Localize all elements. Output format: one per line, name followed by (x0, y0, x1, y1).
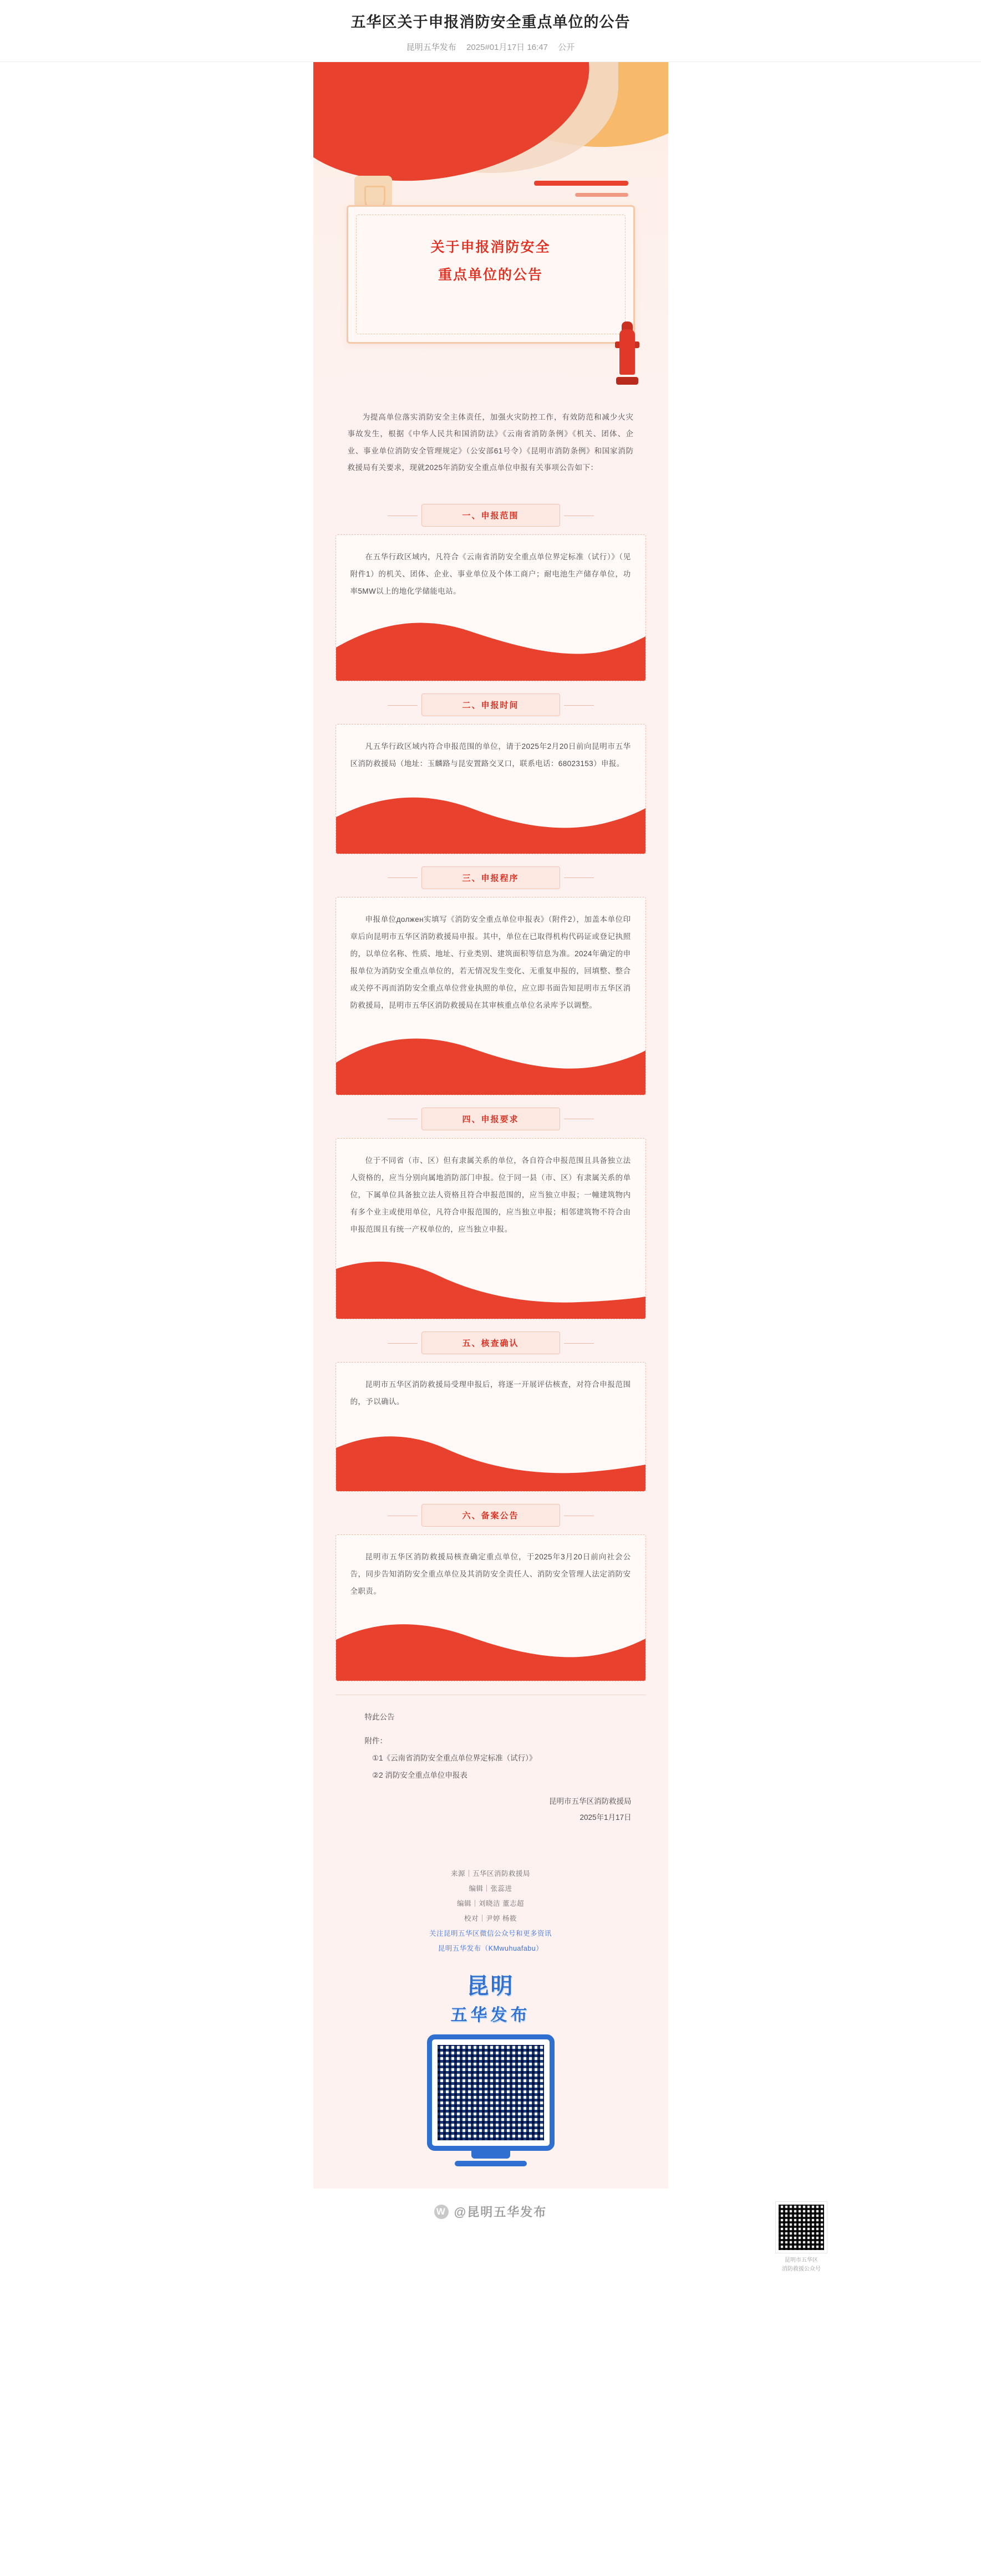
cover-title-line2: 重点单位的公告 (438, 267, 543, 283)
credit-link-2[interactable]: 昆明五华发布（KMwuhuafabu） (438, 1944, 543, 1952)
article-timestamp: 2025#01月17日 16:47 (466, 42, 548, 52)
credits-block (313, 1852, 668, 1961)
cover-title-card (347, 205, 635, 344)
credit-line-source: 来源｜五华区消防救援局 (450, 1870, 531, 1878)
credit-line-proof: 校对｜尹婷 杨筱 (464, 1914, 517, 1922)
side-qr-caption (770, 2256, 832, 2274)
side-qr-caption-line1: 昆明市五华区 (785, 2257, 818, 2263)
intro-text: 为提高单位落实消防安全主体责任，加强火灾防控工作，有效防范和减少火灾事故发生，根据《中华人民共和国消防法》《云南省消防条例》《机关、团体、企业、事业单位消防安全管理规定》（公安部61号令）《昆明市消防条例》和国家消防救援局有关要求，现就2025年消防安全重点单位申报有关事项公告如下： (347, 412, 634, 472)
section-heading-publish: 六、备案公告 (421, 1504, 560, 1527)
poster-subtitle: 五华发布 (450, 2006, 531, 2025)
section-text-review: 昆明市五华区消防救援局受理申报后，将逐一开展评估核查，对符合申报范围的，予以确认。 (350, 1380, 631, 1406)
article-visibility: 公开 (558, 42, 575, 52)
section-card-requirement (336, 1138, 646, 1319)
qr-poster (313, 1967, 668, 2189)
signoff-date: 2025年1月17日 (580, 1813, 632, 1822)
section-text-requirement: 位于不同省（市、区）但有隶属关系的单位，各自符合申报范围且具备独立法人资格的，应当分别向属地消防部门申报。位于同一县（市、区）有隶属关系的单位，下属单位具备独立法人资格且符合申报范围的，应当独立申报；一幢建筑物内有多个业主或使用单位，凡符合申报范围的，应当独立申报；相邻建筑物不符合由申报范围且有统一产权单位的，应当独立申报。 (350, 1156, 631, 1233)
attachment-item: ②2 消防安全重点单位申报表 (372, 1771, 467, 1780)
article-header (0, 0, 981, 62)
wave-divider (336, 1419, 645, 1491)
section-heading-review: 五、核查确认 (421, 1332, 560, 1354)
side-qr-block[interactable] (770, 2202, 832, 2274)
footer-watermark-bar (0, 2189, 981, 2239)
wave-divider (336, 782, 645, 854)
section-heading-procedure: 三、申报程序 (421, 866, 560, 889)
closing-lead: 特此公告 (364, 1713, 395, 1722)
cover-title-line1: 关于申报消防安全 (430, 239, 551, 255)
section-heading-requirement: 四、申报要求 (421, 1108, 560, 1130)
credit-line-editor1: 编辑｜张蕊进 (469, 1885, 512, 1893)
section-card-publish (336, 1534, 646, 1681)
wave-divider (336, 609, 645, 681)
side-qr-caption-line2: 消防救援公众号 (782, 2266, 821, 2272)
article-source: 昆明五华发布 (406, 42, 456, 52)
article-meta (0, 41, 981, 53)
banner-red-shape (313, 62, 599, 194)
cover-banner (313, 62, 668, 395)
credit-value: 尹婷 杨筱 (486, 1914, 517, 1922)
watermark-text: @昆明五华发布 (454, 2205, 547, 2220)
attachment-title: 附件： (364, 1737, 387, 1746)
section-text-procedure: 申报单位должен实填写《消防安全重点单位申报表》（附件2），加盖本单位印章后向昆明市五华区消防救援局申报。其中，单位在已取得机构代码证或登记执照的，以单位名称、性质、地址、行业类别、建筑面积等信息为准。2024年确定的申报单位为消防安全重点单位的，若无情况发生变化、无重复申报的，回填整、整合或关停不再而消防安全重点单位营业执照的单位，应立即书面告知昆明市五华区消防救援局，昆明市五华区消防救援局在其审核重点单位名录库予以调整。 (350, 915, 631, 1009)
poster-stand-neck (471, 2151, 510, 2159)
section-text-time: 凡五华行政区域内符合申报范围的单位，请于2025年2月20日前向昆明市五华区消防救援局（地址：玉麟路与昆安置路交叉口，联系电话：68023153）申报。 (350, 742, 631, 768)
watermark (434, 2203, 547, 2220)
poster-title: 昆明 (466, 1974, 515, 1999)
closing-block (336, 1695, 646, 1842)
credit-link-1[interactable]: 关注昆明五华区微信公众号和更多资讯 (429, 1929, 552, 1937)
poster-stand-base (455, 2161, 527, 2166)
credit-value: 刘晓洁 董志超 (479, 1899, 524, 1907)
qr-code-icon[interactable] (438, 2045, 544, 2140)
article-body (313, 62, 668, 2189)
wave-divider (336, 1609, 645, 1681)
wave-divider (336, 1247, 645, 1319)
attachment-item: ①1《云南省消防安全重点单位界定标准（试行）》 (372, 1754, 537, 1763)
cover-title (376, 233, 606, 289)
section-card-procedure (336, 897, 646, 1095)
section-card-scope (336, 534, 646, 681)
section-text-scope: 在五华行政区域内，凡符合《云南省消防安全重点单位界定标准（试行）》（见附件1）的机关、团体、企业、事业单位及个体工商户；耐电池生产储存单位，功率5MW以上的地化学储能电站。 (350, 553, 631, 596)
poster-qr-frame[interactable] (427, 2034, 555, 2151)
banner-bar-primary (534, 181, 628, 186)
section-heading-time: 二、申报时间 (421, 693, 560, 716)
credit-label: 校对 (464, 1914, 479, 1922)
intro-paragraph (336, 395, 646, 492)
fire-hydrant-icon (615, 318, 639, 385)
wave-divider (336, 1023, 645, 1095)
credit-value: 张蕊进 (490, 1885, 512, 1893)
signoff-org: 昆明市五华区消防救援局 (549, 1797, 632, 1806)
weibo-icon: W (434, 2205, 449, 2219)
section-card-review (336, 1362, 646, 1492)
section-card-time (336, 724, 646, 854)
credit-label: 来源 (450, 1870, 465, 1878)
qr-code-icon[interactable] (776, 2202, 827, 2253)
section-heading-scope: 一、申报范围 (421, 504, 560, 527)
credit-label: 编辑 (456, 1899, 471, 1907)
banner-bar-secondary (575, 193, 628, 197)
credit-value: 五华区消防救援局 (472, 1870, 531, 1878)
page-title: 五华区关于申报消防安全重点单位的公告 (350, 14, 631, 30)
credit-line-editor2: 编辑｜刘晓洁 董志超 (456, 1899, 524, 1907)
section-text-publish: 昆明市五华区消防救援局核查确定重点单位，于2025年3月20日前向社会公告，同步告知消防安全重点单位及其消防安全责任人、消防安全管理人法定消防安全职责。 (350, 1553, 631, 1596)
credit-label: 编辑 (469, 1885, 484, 1893)
signoff (350, 1794, 632, 1825)
